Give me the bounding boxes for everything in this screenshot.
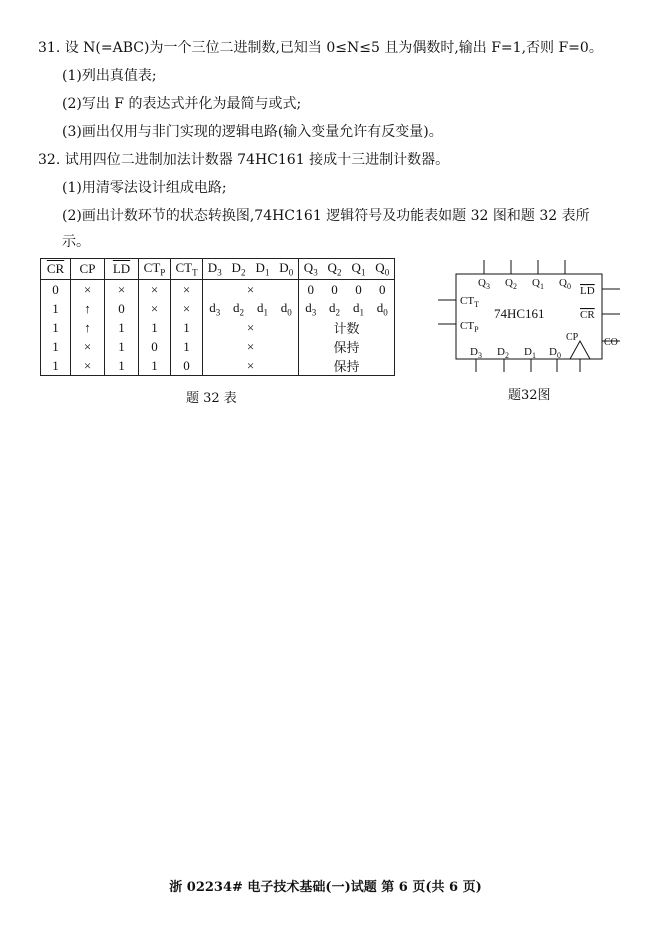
header-cr: $\overline{CR}$ (41, 259, 71, 280)
pin-q0: $Q_0$ (559, 277, 571, 291)
cell-ctp: × (139, 299, 171, 318)
cell-q: 保持 (299, 356, 395, 376)
chip-diagram (430, 256, 630, 374)
cell-d2: $d_2$ (233, 299, 244, 318)
table-row (41, 318, 395, 337)
table-row (41, 280, 395, 300)
header-d2: $D_2$ (227, 259, 251, 280)
cell-q2: 0 (331, 281, 338, 297)
cell-ctt: 1 (171, 318, 203, 337)
header-ctt: $CT_T$ (171, 259, 203, 280)
cell-d: × (203, 318, 299, 337)
header-ld: $\overline{LD}$ (105, 259, 139, 280)
cell-ld: 1 (105, 337, 139, 356)
cell-cr: 1 (41, 299, 71, 318)
cell-d3: $d_3$ (203, 299, 227, 318)
cell-ld: 1 (105, 356, 139, 376)
q32-part-2: (2)画出计数环节的状态转换图,74HC161 逻辑符号及功能表如题 32 图和题 32 表所 (62, 208, 590, 224)
cell-ctt: 0 (171, 356, 203, 376)
cell-q0: $d_0$ (371, 299, 395, 318)
pin-q2: $Q_2$ (505, 277, 517, 291)
cell-ld: 0 (105, 299, 139, 318)
cell-ctt: 1 (171, 337, 203, 356)
cell-ctt: × (171, 280, 203, 300)
header-q0: $Q_0$ (371, 259, 395, 280)
header-d3: $D_3$ (203, 259, 227, 280)
pin-ctp: $CT_P$ (460, 320, 479, 334)
header-ctp: $CT_P$ (139, 259, 171, 280)
cell-cr: 1 (41, 318, 71, 337)
q32-part-2-cont: 示。 (62, 234, 90, 250)
cell-q2: $d_2$ (329, 299, 340, 318)
figure-caption: 题32图 (508, 388, 551, 403)
pin-d3: $D_3$ (470, 346, 482, 360)
cell-cr: 1 (41, 356, 71, 376)
cell-d0: $d_0$ (275, 299, 299, 318)
pin-co: CO (604, 337, 618, 348)
cell-ctp: 1 (139, 356, 171, 376)
q31-part-1: (1)列出真值表; (62, 68, 157, 84)
cell-q0: 0 (371, 280, 395, 300)
chip-name: 74HC161 (494, 306, 545, 321)
cell-ctp: 0 (139, 337, 171, 356)
table-row (41, 356, 395, 376)
cell-cr: 1 (41, 337, 71, 356)
cell-q1: $d_1$ (353, 299, 364, 318)
pin-cp: CP (566, 332, 579, 343)
cell-q: 保持 (299, 337, 395, 356)
pin-d1: $D_1$ (524, 346, 536, 360)
pin-d2: $D_2$ (497, 346, 509, 360)
cell-d1: $d_1$ (257, 299, 268, 318)
cell-q1: 0 (355, 281, 362, 297)
clock-triangle-icon (570, 341, 590, 359)
cell-ctt: × (171, 299, 203, 318)
pin-cr: CR (580, 309, 595, 321)
cell-d: × (203, 280, 299, 300)
cell-cp: ↑ (71, 318, 105, 337)
header-q2: $Q_2$ (323, 259, 347, 280)
cell-cp: ↑ (71, 299, 105, 318)
cell-d: × (203, 337, 299, 356)
q32-part-1: (1)用清零法设计组成电路; (62, 180, 227, 196)
table-header-row (41, 259, 395, 280)
cell-q3: $d_3$ (299, 299, 323, 318)
header-q1: $Q_1$ (347, 259, 371, 280)
header-cp: CP (71, 259, 105, 280)
cell-cp: × (71, 337, 105, 356)
cell-q: 计数 (299, 318, 395, 337)
cell-ctp: 1 (139, 318, 171, 337)
pin-q1: $Q_1$ (532, 277, 544, 291)
function-table (40, 258, 395, 376)
cell-ld: × (105, 280, 139, 300)
header-d0: $D_0$ (275, 259, 299, 280)
page-footer: 浙 02234# 电子技术基础(一)试题 第 6 页(共 6 页) (169, 880, 482, 895)
table-row (41, 337, 395, 356)
cell-cp: × (71, 356, 105, 376)
header-q3: $Q_3$ (299, 259, 323, 280)
cell-cp: × (71, 280, 105, 300)
pin-ld: LD (580, 285, 595, 297)
table-caption: 题 32 表 (186, 391, 237, 406)
pin-d0: $D_0$ (549, 346, 561, 360)
cell-ld: 1 (105, 318, 139, 337)
pin-q3: $Q_3$ (478, 277, 490, 291)
cell-q3: 0 (299, 280, 323, 300)
table-row (41, 299, 395, 318)
pin-ctt: $CT_T$ (460, 295, 479, 309)
q32-stem: 32. 试用四位二进制加法计数器 74HC161 接成十三进制计数器。 (38, 152, 450, 168)
header-d1: $D_1$ (251, 259, 275, 280)
q31-stem: 31. 设 N(=ABC)为一个三位二进制数,已知当 0≤N≤5 且为偶数时,输出 F=1,否则 F=0。 (38, 40, 603, 56)
cell-ctp: × (139, 280, 171, 300)
cell-d: × (203, 356, 299, 376)
q31-part-3: (3)画出仅用与非门实现的逻辑电路(输入变量允许有反变量)。 (62, 124, 443, 140)
q31-part-2: (2)写出 F 的表达式并化为最简与或式; (62, 96, 302, 112)
cell-cr: 0 (41, 280, 71, 300)
